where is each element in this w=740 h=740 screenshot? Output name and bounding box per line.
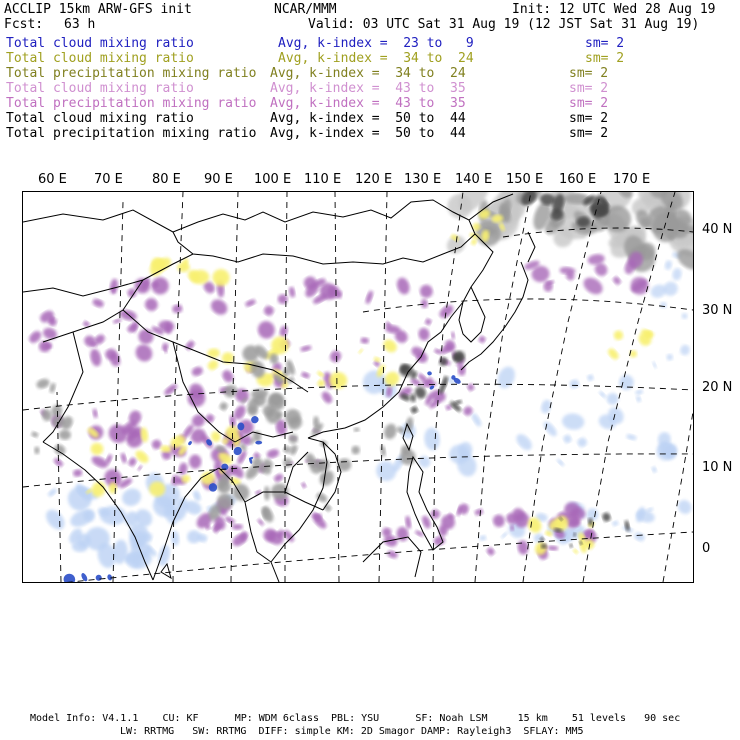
cloud-region-blue (170, 530, 180, 546)
lon-label: 70 E (94, 172, 123, 187)
precip-region-purple (418, 327, 431, 341)
precip-region-purple (360, 337, 369, 344)
precip-region-purple (112, 318, 121, 324)
cloud-region-blue (681, 313, 687, 319)
cloud-region-blue (618, 374, 635, 392)
precip-region-purple (89, 348, 103, 368)
legend-avg-3: Avg, k-index = 34 to 24 (270, 66, 466, 81)
cloud-region-blue (664, 260, 673, 271)
legend-field-2: Total cloud mixing ratio (6, 51, 194, 66)
cloud-region-blue (611, 520, 619, 527)
precip-region-purple (132, 341, 155, 365)
cloud-region-gray (282, 457, 294, 469)
china-coast (308, 302, 463, 438)
precip-region-purple (256, 319, 277, 341)
precip-region-purple (190, 365, 204, 377)
precip-region-purple (161, 342, 169, 351)
precip-region-purple (204, 413, 216, 425)
cloud-core-blue (63, 573, 76, 582)
precip-region-purple (163, 382, 179, 397)
japan-coast (461, 262, 528, 370)
cloud-region-blue (561, 412, 585, 430)
cloud-region-blue (635, 389, 644, 396)
legend-avg-2: Avg, k-index = 34 to 24 (278, 51, 474, 66)
cloud-region-blue (423, 427, 440, 451)
init-time: Init: 12 UTC Wed 28 Aug 19 (512, 2, 716, 17)
precip-region-purple (474, 508, 484, 517)
precip-region-purple (142, 295, 160, 313)
precip-region-purple (424, 318, 432, 326)
legend-field-3: Total precipitation mixing ratio (6, 66, 257, 81)
cloud-region-blue (604, 391, 621, 408)
cloud-region-gray-dark (569, 543, 573, 548)
legend-field-7: Total precipitation mixing ratio (6, 126, 257, 141)
cloud-region-yellow (606, 347, 620, 362)
precip-region-purple (277, 294, 288, 304)
precip-region-purple (414, 529, 424, 537)
lon-label: 130 E (404, 172, 442, 187)
cloud-region-blue (495, 364, 519, 391)
cloud-region-gray (382, 422, 398, 440)
philippines-coast (407, 457, 443, 550)
precip-region-purple (395, 276, 412, 296)
lon-label: 170 E (613, 172, 651, 187)
cloud-region-blue (42, 506, 68, 533)
cloud-region-yellow (358, 348, 364, 354)
cloud-region-gray (353, 427, 359, 432)
lon-label: 90 E (204, 172, 233, 187)
forecast-hour: 63 h (64, 17, 96, 32)
precip-region-purple (301, 482, 308, 489)
cloud-region-blue (556, 458, 565, 467)
lon-label: 150 E (506, 172, 544, 187)
legend-sm-4: sm= 2 (569, 81, 609, 96)
legend-avg-7: Avg, k-index = 50 to 44 (270, 126, 466, 141)
precip-region-purple (148, 274, 172, 298)
cloud-region-yellow (90, 442, 104, 456)
cloud-region-yellow (210, 430, 222, 443)
cloud-region-blue (500, 531, 508, 539)
precip-region-purple (120, 452, 128, 464)
cloud-region-gray (34, 446, 40, 454)
cloud-core-blue (107, 574, 113, 581)
cloud-region-blue (679, 344, 691, 357)
org-label: NCAR/MMM (274, 2, 337, 17)
legend-field-6: Total cloud mixing ratio (6, 111, 194, 126)
lon-label: 80 E (152, 172, 181, 187)
sri-lanka-coast (161, 564, 171, 578)
map-canvas (23, 192, 693, 582)
precip-region-purple (386, 549, 399, 559)
cloud-region-yellow (470, 238, 478, 246)
precip-region-purple (137, 465, 143, 472)
precip-region-purple (328, 349, 343, 364)
precip-region-purple (232, 524, 243, 530)
cloud-region-gray-dark (601, 512, 612, 523)
precip-region-purple (224, 515, 236, 525)
russia-border (23, 210, 173, 232)
lon-label: 60 E (38, 172, 67, 187)
lat-label: 40 N (702, 222, 733, 237)
precip-region-purple (451, 331, 456, 339)
precip-region-purple (189, 455, 201, 469)
legend-field-1: Total cloud mixing ratio (6, 36, 194, 51)
cloud-core-blue (427, 371, 432, 376)
cloud-region-blue (651, 466, 658, 474)
cloud-region-blue (47, 487, 58, 498)
cloud-region-blue (192, 489, 203, 502)
cloud-region-blue (514, 431, 535, 453)
legend-avg-1: Avg, k-index = 23 to 9 (278, 36, 474, 51)
korea-coast (459, 287, 485, 342)
precip-region-purple (421, 299, 429, 309)
legend-sm-3: sm= 2 (569, 66, 609, 81)
precip-region-purple (178, 462, 189, 476)
precip-region-purple (279, 325, 289, 338)
precip-region-purple (109, 278, 119, 294)
cloud-region-gray (218, 401, 229, 412)
cloud-core-blue (187, 440, 192, 446)
precip-region-purple (127, 456, 138, 468)
legend-sm-2: sm= 2 (585, 51, 625, 66)
model-info-line-2: LW: RRTMG SW: RRTMG DIFF: simple KM: 2D Smagor DAMP: Rayleigh3 SFLAY: MM5 (120, 726, 584, 737)
precip-region-purple (404, 515, 412, 529)
cloud-region-blue (598, 390, 607, 399)
precip-region-purple (492, 513, 507, 528)
cloud-region-blue (479, 535, 487, 542)
legend-sm-6: sm= 2 (569, 111, 609, 126)
precip-region-purple (517, 540, 529, 556)
precip-region-purple (288, 286, 296, 298)
precip-region-purple (282, 528, 296, 543)
lon-label: 100 E (254, 172, 292, 187)
lat-label: 0 (702, 541, 711, 556)
precip-region-purple (171, 304, 183, 314)
cloud-region-yellow (149, 481, 165, 496)
cloud-region-gray (380, 445, 387, 457)
cloud-region-blue (660, 302, 667, 309)
lon-label: 120 E (355, 172, 393, 187)
japan-coast-2 (528, 232, 535, 262)
precip-region-purple (184, 339, 196, 352)
cloud-region-blue (569, 378, 581, 389)
precip-region-purple (208, 296, 230, 317)
legend-avg-4: Avg, k-index = 43 to 35 (270, 81, 466, 96)
cloud-region-blue (119, 485, 144, 508)
cloud-region-gray-dark (438, 356, 448, 367)
precip-region-purple (41, 326, 58, 341)
forecast-map (22, 191, 694, 583)
cloud-region-blue (652, 361, 658, 369)
lon-label: 140 E (455, 172, 493, 187)
cloud-region-blue (470, 412, 483, 428)
precip-region-purple (364, 290, 374, 305)
cloud-region-yellow (613, 330, 624, 341)
precip-region-purple (266, 448, 281, 460)
model-title: ACCLIP 15km ARW-GFS init (4, 2, 192, 17)
precip-region-purple (477, 335, 486, 344)
cloud-region-blue (671, 267, 682, 281)
cloud-region-blue (626, 433, 638, 441)
cloud-region-blue (562, 433, 573, 444)
precip-region-purple (92, 408, 98, 418)
precip-region-purple (547, 545, 558, 551)
grid-line (113, 202, 123, 582)
cloud-region-blue (586, 508, 599, 521)
cloud-region-gray (35, 377, 51, 390)
cloud-region-blue (576, 436, 589, 449)
malay-coast (271, 562, 279, 582)
lat-label: 10 N (702, 460, 733, 475)
legend-field-4: Total cloud mixing ratio (6, 81, 194, 96)
cloud-region-gray (351, 446, 360, 455)
lat-label: 30 N (702, 303, 733, 318)
cloud-region-gray (31, 431, 40, 438)
cloud-region-yellow (316, 370, 325, 378)
cloud-region-gray (264, 486, 270, 501)
precip-region-purple (73, 469, 83, 478)
cloud-region-gray (288, 434, 298, 445)
precip-region-purple (437, 303, 455, 321)
cloud-region-gray-dark (410, 393, 416, 402)
model-info-line-1: Model Info: V4.1.1 CU: KF MP: WDM 6class PBL: YSU SF: Noah LSM 15 km 51 levels 90 sec (30, 713, 681, 724)
legend-avg-5: Avg, k-index = 43 to 35 (270, 96, 466, 111)
cloud-region-gray-dark (410, 405, 419, 414)
legend-sm-1: sm= 2 (585, 36, 625, 51)
precip-region-purple (273, 472, 285, 483)
precip-region-purple (396, 526, 410, 542)
precip-region-purple (611, 275, 622, 286)
cloud-region-gray (59, 430, 71, 441)
precip-region-purple (300, 371, 310, 379)
grid-line (23, 384, 693, 410)
precip-region-purple (244, 298, 257, 308)
precip-region-purple (320, 390, 334, 405)
precip-region-purple (262, 304, 275, 318)
lat-label: 20 N (702, 380, 733, 395)
cloud-region-blue (635, 395, 641, 403)
legend-sm-5: sm= 2 (569, 96, 609, 111)
precip-region-purple (256, 518, 264, 527)
legend-field-5: Total precipitation mixing ratio (6, 96, 257, 111)
cloud-region-blue (586, 374, 594, 382)
precip-region-purple (485, 546, 496, 557)
precip-region-purple (429, 508, 442, 521)
cloud-region-blue (187, 530, 201, 543)
precip-region-purple (90, 454, 110, 470)
lon-label: 160 E (559, 172, 597, 187)
forecast-label: Fcst: (4, 17, 44, 32)
mongolia-border (173, 200, 475, 264)
cloud-region-yellow (572, 548, 579, 555)
cloud-region-blue (666, 353, 673, 361)
valid-time: Valid: 03 UTC Sat 31 Aug 19 (12 JST Sat 31 Aug 19) (308, 17, 700, 32)
cloud-region-blue (661, 279, 681, 299)
lon-label: 110 E (304, 172, 342, 187)
precip-region-purple (91, 297, 105, 308)
precip-region-purple (418, 283, 434, 299)
cloud-region-blue (633, 531, 647, 543)
legend-avg-6: Avg, k-index = 50 to 44 (270, 111, 466, 126)
cloud-region-blue (416, 454, 433, 470)
cloud-region-blue (675, 497, 693, 516)
legend-sm-7: sm= 2 (569, 126, 609, 141)
precip-region-purple (580, 274, 605, 298)
precip-region-purple (38, 340, 51, 352)
cloud-region-gray (49, 382, 57, 393)
precip-region-purple (300, 345, 312, 353)
cloud-core-blue (95, 574, 103, 581)
